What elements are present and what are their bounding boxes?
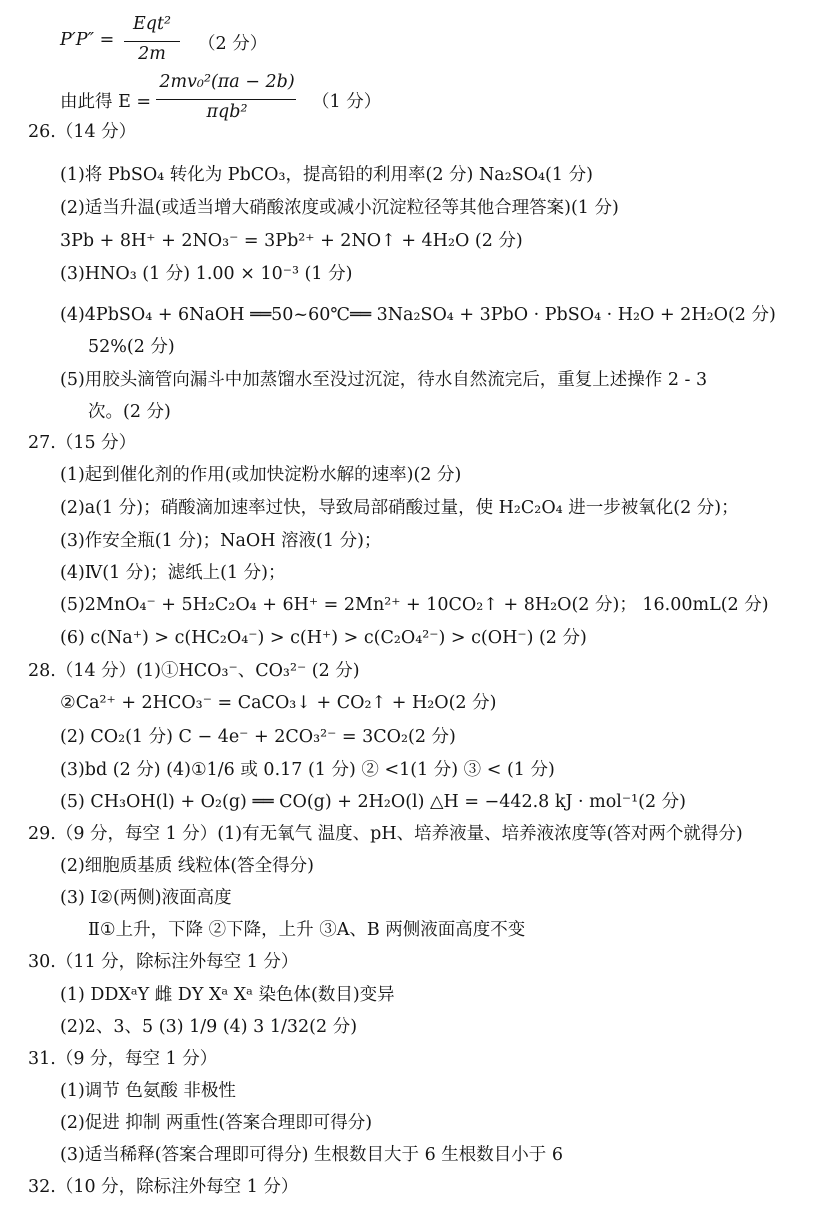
answer-line-q28-1b: ②Ca²⁺ + 2HCO₃⁻ = CaCO₃↓ + CO₂↑ + H₂O(2 分) <box>60 693 497 713</box>
fraction-denominator: 2m <box>138 44 166 64</box>
fraction-bar <box>156 99 296 100</box>
fraction-bar <box>124 41 180 42</box>
equation-lhs: P′P″ = <box>60 30 115 50</box>
answer-line-q27-2: (2)a(1 分)；硝酸滴加速率过快，导致局部硝酸过量，使 H₂C₂O₄ 进一步被氧化(2 分)； <box>60 498 739 518</box>
equation-score: （1 分） <box>312 92 382 112</box>
answer-line-q30-1: (1) DDXᵃY 雌 DY Xᵃ Xᵃ 染色体(数目)变异 <box>60 985 395 1005</box>
answer-line-q26-2b: 3Pb + 8H⁺ + 2NO₃⁻ = 3Pb²⁺ + 2NO↑ + 4H₂O (2 分) <box>60 231 523 251</box>
answer-line-q32: 32.（10 分，除标注外每空 1 分） <box>28 1177 299 1197</box>
fraction-numerator: 2mv₀²(πa − 2b) <box>159 72 295 92</box>
answer-line-q27: 27.（15 分） <box>28 433 137 453</box>
fraction-numerator: Eqt² <box>132 14 172 34</box>
answer-line-q26-3: (3)HNO₃ (1 分) 1.00 × 10⁻³ (1 分) <box>60 264 353 284</box>
answer-line-q29-3: (3) Ⅰ②(两侧)液面高度 <box>60 888 232 908</box>
answer-line-q27-6: (6) c(Na⁺) > c(HC₂O₄⁻) > c(H⁺) > c(C₂O₄²⁻) > c(OH⁻) (2 分) <box>60 628 587 648</box>
answer-line-q28-5: (5) CH₃OH(l) + O₂(g) ══ CO(g) + 2H₂O(l) △H = −442.8 kJ · mol⁻¹(2 分) <box>60 792 687 812</box>
answer-line-q29: 29.（9 分，每空 1 分）(1)有无氧气 温度、pH、培养液量、培养液浓度等(答对两个就得分) <box>28 824 743 844</box>
answer-line-q26-1: (1)将 PbSO₄ 转化为 PbCO₃，提高铅的利用率(2 分) Na₂SO₄(1 分) <box>60 165 593 185</box>
answer-line-q30: 30.（11 分，除标注外每空 1 分） <box>28 952 299 972</box>
fraction-denominator: πqb² <box>206 102 248 122</box>
answer-line-q26-2: (2)适当升温(或适当增大硝酸浓度或减小沉淀粒径等其他合理答案)(1 分) <box>60 198 619 218</box>
answer-line-q26-5b: 次。(2 分) <box>88 402 171 422</box>
answer-line-q28: 28.（14 分）(1)①HCO₃⁻、CO₃²⁻ (2 分) <box>28 661 360 681</box>
answer-line-q26-4: (4)4PbSO₄ + 6NaOH ══50~60℃══ 3Na₂SO₄ + 3PbO · PbSO₄ · H₂O + 2H₂O(2 分) <box>60 305 776 325</box>
equation-lead: 由此得 E = <box>60 92 152 112</box>
answer-line-q29-2: (2)细胞质基质 线粒体(答全得分) <box>60 856 315 876</box>
answer-line-q28-2: (2) CO₂(1 分) C − 4e⁻ + 2CO₃²⁻ = 3CO₂(2 分) <box>60 727 456 747</box>
answer-line-q31-1: (1)调节 色氨酸 非极性 <box>60 1081 236 1101</box>
answer-line-q29-3b: Ⅱ①上升，下降 ②下降，上升 ③A、B 两侧液面高度不变 <box>88 920 526 940</box>
answer-line-q27-5: (5)2MnO₄⁻ + 5H₂C₂O₄ + 6H⁺ = 2Mn²⁺ + 10CO₂↑ + 8H₂O(2 分)； 16.00mL(2 分) <box>60 595 769 615</box>
answer-line-q27-1: (1)起到催化剂的作用(或加快淀粉水解的速率)(2 分) <box>60 465 462 485</box>
answer-line-q31: 31.（9 分，每空 1 分） <box>28 1049 218 1069</box>
answer-line-q27-4: (4)Ⅳ(1 分)；滤纸上(1 分)； <box>60 563 286 583</box>
equation-displacement <box>60 14 300 74</box>
answer-line-q26-5: (5)用胶头滴管向漏斗中加蒸馏水至没过沉淀，待水自然流完后，重复上述操作 2 - 3 <box>60 370 708 390</box>
answer-line-q26-4b: 52%(2 分) <box>88 337 175 357</box>
answer-line-q30-2: (2)2、3、5 (3) 1/9 (4) 3 1/32(2 分) <box>60 1017 358 1037</box>
equation-score: （2 分） <box>198 34 268 54</box>
answer-line-q27-3: (3)作安全瓶(1 分)；NaOH 溶液(1 分)； <box>60 531 382 551</box>
answer-line-q31-2: (2)促进 抑制 两重性(答案合理即可得分) <box>60 1113 373 1133</box>
answer-line-q31-3: (3)适当稀释(答案合理即可得分) 生根数目大于 6 生根数目小于 6 <box>60 1145 563 1165</box>
answer-line-q26: 26.（14 分） <box>28 122 137 142</box>
answer-line-q28-3: (3)bd (2 分) (4)①1/6 或 0.17 (1 分) ② <1(1 分) ③ < (1 分) <box>60 760 555 780</box>
